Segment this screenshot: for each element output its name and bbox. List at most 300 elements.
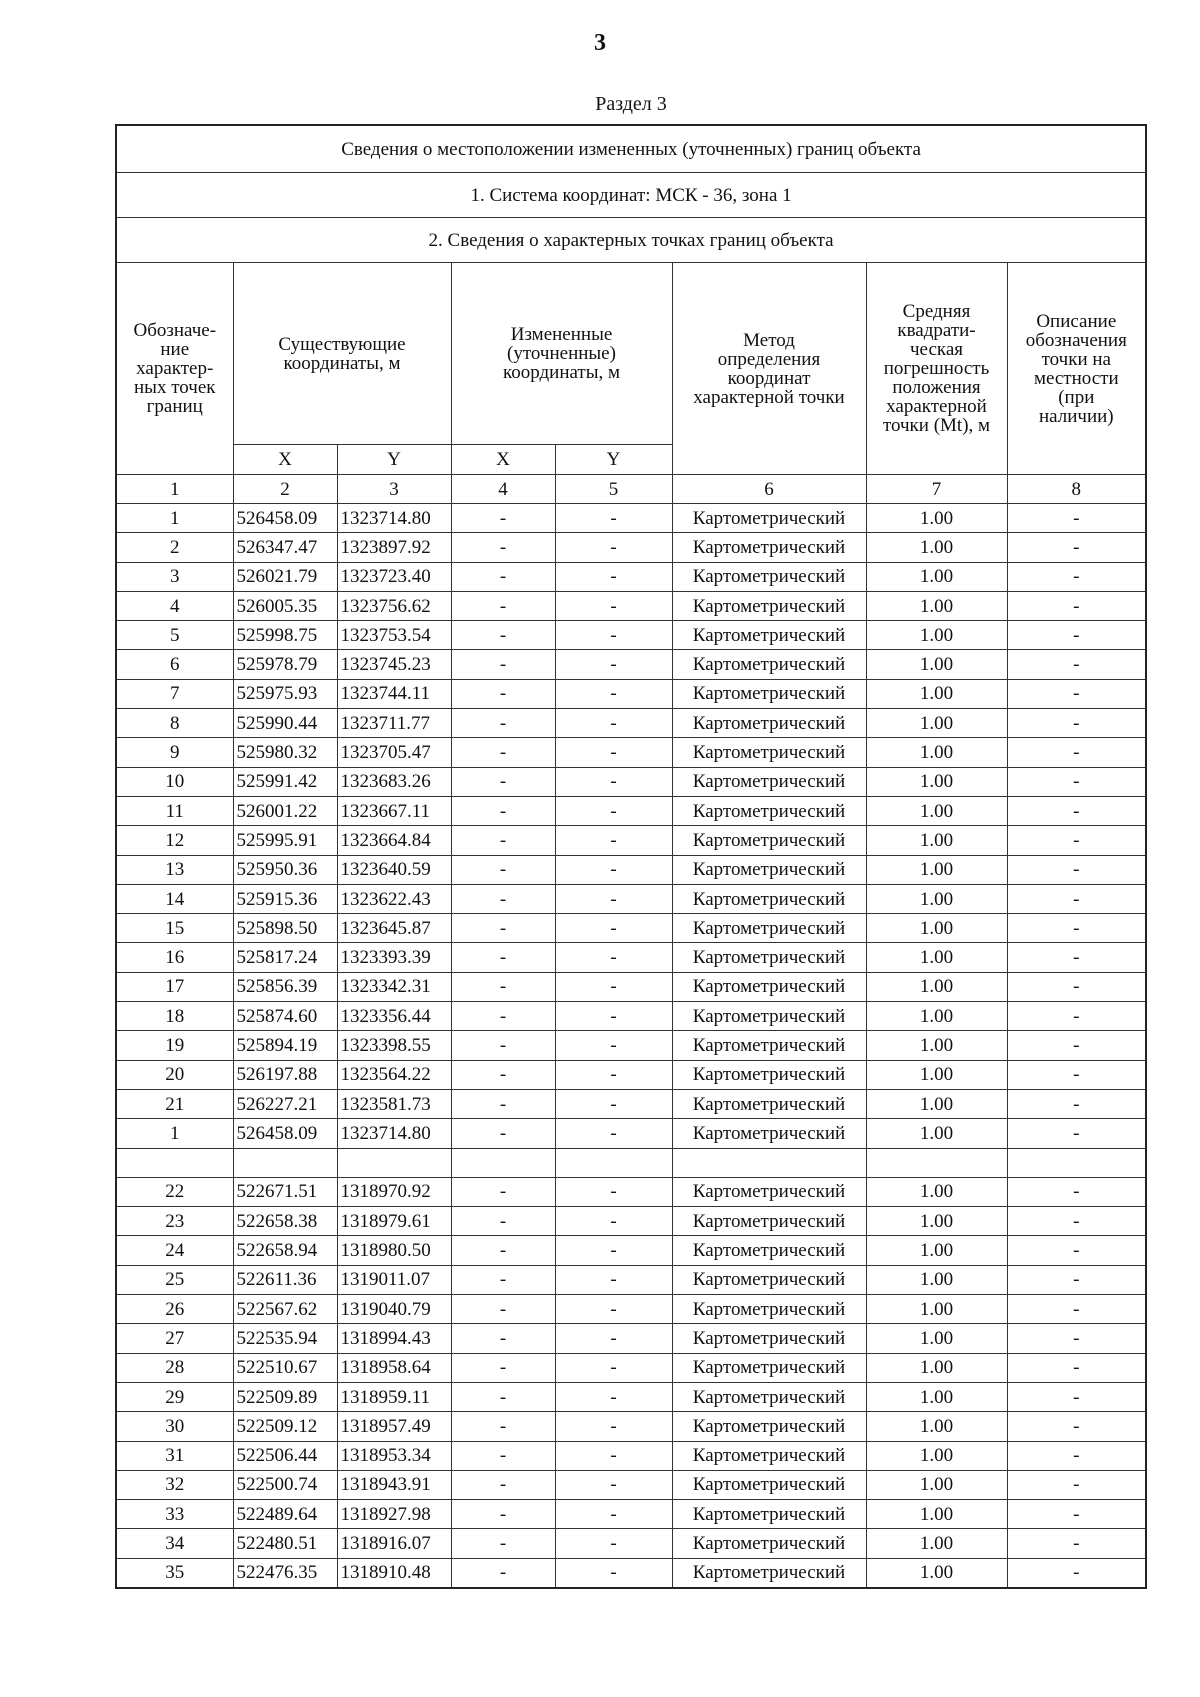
table-row (116, 621, 1146, 650)
rmse-cell: 1.00 (866, 621, 1007, 650)
existing-y-cell: 1323714.80 (337, 504, 451, 533)
rmse-cell: 1.00 (866, 1177, 1007, 1206)
existing-y-cell: 1318970.92 (337, 1177, 451, 1206)
point-id-cell: 4 (116, 591, 233, 620)
table-row (116, 767, 1146, 796)
existing-x-cell: 526347.47 (233, 533, 337, 562)
existing-x-cell: 525975.93 (233, 679, 337, 708)
point-id-cell: 13 (116, 855, 233, 884)
changed-y-cell: - (555, 1412, 672, 1441)
point-id-cell: 1 (116, 1119, 233, 1148)
page-number: 3 (594, 30, 606, 56)
section-title: Раздел 3 (595, 93, 667, 115)
changed-x-cell: - (451, 1207, 555, 1236)
table-row (116, 1412, 1146, 1441)
changed-x-cell: - (451, 1177, 555, 1206)
existing-y-cell: 1318979.61 (337, 1207, 451, 1236)
table-row (116, 1295, 1146, 1324)
description-cell: - (1007, 943, 1146, 972)
existing-x-cell: 525995.91 (233, 826, 337, 855)
description-cell: - (1007, 855, 1146, 884)
point-id-cell: 6 (116, 650, 233, 679)
coordinate-system: 1. Система координат: МСК - 36, зона 1 (116, 173, 1146, 218)
changed-y-cell: - (555, 562, 672, 591)
table-row (116, 504, 1146, 533)
changed-y-cell: - (555, 1558, 672, 1588)
table-row (116, 679, 1146, 708)
table-row (116, 1060, 1146, 1089)
method-cell: Картометрический (672, 1295, 866, 1324)
point-id-cell: 21 (116, 1089, 233, 1118)
method-cell: Картометрический (672, 796, 866, 825)
existing-y-cell: 1323667.11 (337, 796, 451, 825)
description-cell: - (1007, 650, 1146, 679)
existing-y-cell: 1323398.55 (337, 1031, 451, 1060)
changed-y-cell: - (555, 1207, 672, 1236)
existing-x-cell: 522489.64 (233, 1500, 337, 1529)
rmse-cell: 1.00 (866, 1470, 1007, 1499)
rmse-cell: 1.00 (866, 562, 1007, 591)
rmse-cell: 1.00 (866, 1089, 1007, 1118)
rmse-cell: 1.00 (866, 1529, 1007, 1558)
column-number: 6 (672, 475, 866, 504)
header-designation: Обозначе- ние характер- ных точек границ (116, 263, 233, 475)
method-cell: Картометрический (672, 1060, 866, 1089)
changed-x-cell: - (451, 738, 555, 767)
existing-x-cell: 525950.36 (233, 855, 337, 884)
existing-x-cell: 526021.79 (233, 562, 337, 591)
existing-y-cell: 1319011.07 (337, 1265, 451, 1294)
description-cell: - (1007, 1382, 1146, 1411)
existing-y-cell: 1323564.22 (337, 1060, 451, 1089)
method-cell: Картометрический (672, 1119, 866, 1148)
changed-y-cell: - (555, 1324, 672, 1353)
column-numbers-row (116, 475, 1146, 504)
rmse-cell: 1.00 (866, 738, 1007, 767)
table-row (116, 1148, 1146, 1177)
existing-x-cell: 525856.39 (233, 972, 337, 1001)
method-cell: Картометрический (672, 709, 866, 738)
rmse-cell: 1.00 (866, 972, 1007, 1001)
changed-x-cell: - (451, 504, 555, 533)
rmse-cell: 1.00 (866, 884, 1007, 913)
changed-x-cell: - (451, 1441, 555, 1470)
column-number: 4 (451, 475, 555, 504)
existing-x-cell: 525817.24 (233, 943, 337, 972)
method-cell: Картометрический (672, 767, 866, 796)
description-cell (1007, 1148, 1146, 1177)
method-cell: Картометрический (672, 591, 866, 620)
description-cell: - (1007, 1002, 1146, 1031)
existing-y-cell: 1318927.98 (337, 1500, 451, 1529)
changed-y-cell: - (555, 1119, 672, 1148)
existing-x-cell: 522509.89 (233, 1382, 337, 1411)
rmse-cell: 1.00 (866, 1060, 1007, 1089)
method-cell: Картометрический (672, 972, 866, 1001)
point-id-cell: 1 (116, 504, 233, 533)
point-id-cell: 33 (116, 1500, 233, 1529)
header-method: Метод определения координат характерной точки (672, 263, 866, 475)
boundary-points-table (115, 124, 1147, 1589)
description-cell: - (1007, 709, 1146, 738)
changed-y-cell: - (555, 1031, 672, 1060)
header-rmse: Средняя квадрати- ческая погрешность положения характерной точки (Mt), м (866, 263, 1007, 475)
point-id-cell: 30 (116, 1412, 233, 1441)
existing-x-cell: 522510.67 (233, 1353, 337, 1382)
changed-x-cell: - (451, 562, 555, 591)
existing-y-cell: 1323714.80 (337, 1119, 451, 1148)
existing-x-cell: 526197.88 (233, 1060, 337, 1089)
method-cell: Картометрический (672, 504, 866, 533)
changed-y-cell: - (555, 767, 672, 796)
existing-y-cell: 1323753.54 (337, 621, 451, 650)
changed-y-cell: - (555, 1470, 672, 1499)
method-cell: Картометрический (672, 1412, 866, 1441)
description-cell: - (1007, 826, 1146, 855)
changed-y-cell: - (555, 1529, 672, 1558)
changed-y-cell: - (555, 943, 672, 972)
changed-x-cell (451, 1148, 555, 1177)
rmse-cell: 1.00 (866, 1207, 1007, 1236)
existing-x-cell: 526227.21 (233, 1089, 337, 1118)
points-heading: 2. Сведения о характерных точках границ объекта (116, 218, 1146, 263)
existing-y-cell: 1323745.23 (337, 650, 451, 679)
changed-y-cell: - (555, 1441, 672, 1470)
rmse-cell: 1.00 (866, 1500, 1007, 1529)
description-cell: - (1007, 1265, 1146, 1294)
existing-y-cell: 1318953.34 (337, 1441, 451, 1470)
changed-x-cell: - (451, 1382, 555, 1411)
changed-y-cell: - (555, 1089, 672, 1118)
rmse-cell: 1.00 (866, 1295, 1007, 1324)
changed-x-cell: - (451, 709, 555, 738)
description-cell: - (1007, 1031, 1146, 1060)
existing-x-cell (233, 1148, 337, 1177)
changed-y-cell: - (555, 1295, 672, 1324)
rmse-cell: 1.00 (866, 650, 1007, 679)
description-cell: - (1007, 504, 1146, 533)
existing-y-cell: 1323664.84 (337, 826, 451, 855)
table-row (116, 533, 1146, 562)
method-cell: Картометрический (672, 1353, 866, 1382)
point-id-cell: 11 (116, 796, 233, 825)
changed-y-cell: - (555, 709, 672, 738)
table-row (116, 650, 1146, 679)
method-cell: Картометрический (672, 884, 866, 913)
description-cell: - (1007, 738, 1146, 767)
description-cell: - (1007, 1324, 1146, 1353)
existing-y-cell: 1318916.07 (337, 1529, 451, 1558)
changed-y-cell: - (555, 972, 672, 1001)
existing-x-cell: 525898.50 (233, 914, 337, 943)
header-x-existing: X (233, 445, 337, 475)
changed-x-cell: - (451, 943, 555, 972)
point-id-cell: 7 (116, 679, 233, 708)
existing-x-cell: 522671.51 (233, 1177, 337, 1206)
existing-x-cell: 525894.19 (233, 1031, 337, 1060)
table-row (116, 826, 1146, 855)
point-id-cell: 19 (116, 1031, 233, 1060)
method-cell: Картометрический (672, 738, 866, 767)
table-row (116, 1089, 1146, 1118)
rmse-cell (866, 1148, 1007, 1177)
table-row (116, 1382, 1146, 1411)
existing-x-cell: 522509.12 (233, 1412, 337, 1441)
method-cell: Картометрический (672, 826, 866, 855)
column-number: 2 (233, 475, 337, 504)
changed-y-cell: - (555, 1353, 672, 1382)
existing-x-cell: 525991.42 (233, 767, 337, 796)
description-cell: - (1007, 591, 1146, 620)
point-id-cell: 2 (116, 533, 233, 562)
method-cell: Картометрический (672, 1382, 866, 1411)
existing-x-cell: 526458.09 (233, 504, 337, 533)
method-cell: Картометрический (672, 679, 866, 708)
table-row (116, 1353, 1146, 1382)
method-cell: Картометрический (672, 943, 866, 972)
changed-x-cell: - (451, 855, 555, 884)
changed-y-cell: - (555, 1500, 672, 1529)
description-cell: - (1007, 972, 1146, 1001)
rmse-cell: 1.00 (866, 591, 1007, 620)
existing-y-cell: 1318959.11 (337, 1382, 451, 1411)
method-cell: Картометрический (672, 1265, 866, 1294)
description-cell: - (1007, 884, 1146, 913)
existing-y-cell: 1318910.48 (337, 1558, 451, 1588)
table-row (116, 1529, 1146, 1558)
changed-y-cell (555, 1148, 672, 1177)
table-row (116, 1265, 1146, 1294)
table-row (116, 914, 1146, 943)
existing-x-cell: 526001.22 (233, 796, 337, 825)
column-number: 1 (116, 475, 233, 504)
method-cell: Картометрический (672, 650, 866, 679)
changed-x-cell: - (451, 1529, 555, 1558)
table-row (116, 1441, 1146, 1470)
point-id-cell: 29 (116, 1382, 233, 1411)
existing-x-cell: 525915.36 (233, 884, 337, 913)
changed-x-cell: - (451, 1295, 555, 1324)
header-x-changed: X (451, 445, 555, 475)
method-cell: Картометрический (672, 1002, 866, 1031)
rmse-cell: 1.00 (866, 679, 1007, 708)
point-id-cell: 18 (116, 1002, 233, 1031)
rmse-cell: 1.00 (866, 1236, 1007, 1265)
header-existing-coords: Существующие координаты, м (233, 263, 451, 445)
existing-x-cell: 522658.94 (233, 1236, 337, 1265)
changed-x-cell: - (451, 1470, 555, 1499)
existing-y-cell: 1323756.62 (337, 591, 451, 620)
changed-y-cell: - (555, 1382, 672, 1411)
changed-x-cell: - (451, 650, 555, 679)
rmse-cell: 1.00 (866, 826, 1007, 855)
table-title: Сведения о местоположении измененных (уточненных) границ объекта (116, 125, 1146, 173)
description-cell: - (1007, 796, 1146, 825)
point-id-cell: 31 (116, 1441, 233, 1470)
point-id-cell: 10 (116, 767, 233, 796)
point-id-cell: 28 (116, 1353, 233, 1382)
existing-y-cell: 1323622.43 (337, 884, 451, 913)
changed-y-cell: - (555, 796, 672, 825)
rmse-cell: 1.00 (866, 1119, 1007, 1148)
point-id-cell: 16 (116, 943, 233, 972)
changed-x-cell: - (451, 884, 555, 913)
changed-y-cell: - (555, 1236, 672, 1265)
description-cell: - (1007, 1353, 1146, 1382)
column-number: 7 (866, 475, 1007, 504)
existing-x-cell: 522480.51 (233, 1529, 337, 1558)
method-cell: Картометрический (672, 1558, 866, 1588)
rmse-cell: 1.00 (866, 1031, 1007, 1060)
method-cell: Картометрический (672, 1470, 866, 1499)
table-row (116, 1236, 1146, 1265)
existing-y-cell: 1318980.50 (337, 1236, 451, 1265)
table-row (116, 1500, 1146, 1529)
description-cell: - (1007, 1177, 1146, 1206)
point-id-cell: 3 (116, 562, 233, 591)
changed-y-cell: - (555, 679, 672, 708)
changed-y-cell: - (555, 884, 672, 913)
existing-y-cell: 1323645.87 (337, 914, 451, 943)
existing-x-cell: 525978.79 (233, 650, 337, 679)
rmse-cell: 1.00 (866, 796, 1007, 825)
point-id-cell: 34 (116, 1529, 233, 1558)
description-cell: - (1007, 1558, 1146, 1588)
rmse-cell: 1.00 (866, 1412, 1007, 1441)
method-cell: Картометрический (672, 1207, 866, 1236)
changed-y-cell: - (555, 738, 672, 767)
existing-y-cell: 1318994.43 (337, 1324, 451, 1353)
changed-y-cell: - (555, 914, 672, 943)
point-id-cell: 5 (116, 621, 233, 650)
rmse-cell: 1.00 (866, 1265, 1007, 1294)
existing-x-cell: 522567.62 (233, 1295, 337, 1324)
changed-x-cell: - (451, 1558, 555, 1588)
rmse-cell: 1.00 (866, 709, 1007, 738)
description-cell: - (1007, 621, 1146, 650)
header-description: Описание обозначения точки на местности (при наличии) (1007, 263, 1146, 475)
changed-x-cell: - (451, 1353, 555, 1382)
existing-x-cell: 522658.38 (233, 1207, 337, 1236)
changed-x-cell: - (451, 1002, 555, 1031)
point-id-cell: 35 (116, 1558, 233, 1588)
method-cell: Картометрический (672, 1177, 866, 1206)
existing-x-cell: 526458.09 (233, 1119, 337, 1148)
rmse-cell: 1.00 (866, 943, 1007, 972)
point-id-cell (116, 1148, 233, 1177)
column-number: 8 (1007, 475, 1146, 504)
existing-y-cell: 1323683.26 (337, 767, 451, 796)
method-cell: Картометрический (672, 1500, 866, 1529)
description-cell: - (1007, 533, 1146, 562)
point-id-cell: 9 (116, 738, 233, 767)
header-changed-coords: Измененные (уточненные) координаты, м (451, 263, 672, 445)
changed-y-cell: - (555, 1177, 672, 1206)
changed-x-cell: - (451, 826, 555, 855)
rmse-cell: 1.00 (866, 1002, 1007, 1031)
existing-y-cell: 1323705.47 (337, 738, 451, 767)
changed-y-cell: - (555, 650, 672, 679)
table-row (116, 1558, 1146, 1588)
existing-y-cell: 1323744.11 (337, 679, 451, 708)
existing-y-cell: 1323393.39 (337, 943, 451, 972)
existing-y-cell: 1318943.91 (337, 1470, 451, 1499)
table-row (116, 943, 1146, 972)
changed-x-cell: - (451, 1031, 555, 1060)
existing-y-cell: 1323640.59 (337, 855, 451, 884)
existing-y-cell: 1323581.73 (337, 1089, 451, 1118)
description-cell: - (1007, 679, 1146, 708)
existing-x-cell: 525980.32 (233, 738, 337, 767)
table-row (116, 1470, 1146, 1499)
method-cell: Картометрический (672, 533, 866, 562)
point-id-cell: 8 (116, 709, 233, 738)
existing-y-cell: 1319040.79 (337, 1295, 451, 1324)
changed-x-cell: - (451, 1119, 555, 1148)
changed-y-cell: - (555, 504, 672, 533)
rmse-cell: 1.00 (866, 504, 1007, 533)
point-id-cell: 25 (116, 1265, 233, 1294)
point-id-cell: 22 (116, 1177, 233, 1206)
point-id-cell: 26 (116, 1295, 233, 1324)
header-y-changed: Y (555, 445, 672, 475)
description-cell: - (1007, 562, 1146, 591)
table-row (116, 1002, 1146, 1031)
rmse-cell: 1.00 (866, 1353, 1007, 1382)
existing-x-cell: 522506.44 (233, 1441, 337, 1470)
changed-x-cell: - (451, 767, 555, 796)
rmse-cell: 1.00 (866, 1382, 1007, 1411)
method-cell: Картометрический (672, 1031, 866, 1060)
table-row (116, 972, 1146, 1001)
method-cell: Картометрический (672, 855, 866, 884)
method-cell: Картометрический (672, 1324, 866, 1353)
existing-y-cell: 1323342.31 (337, 972, 451, 1001)
changed-x-cell: - (451, 914, 555, 943)
rmse-cell: 1.00 (866, 855, 1007, 884)
description-cell: - (1007, 1089, 1146, 1118)
existing-y-cell: 1323897.92 (337, 533, 451, 562)
changed-x-cell: - (451, 1060, 555, 1089)
method-cell: Картометрический (672, 1236, 866, 1265)
table-row (116, 1324, 1146, 1353)
column-number: 5 (555, 475, 672, 504)
table-row (116, 738, 1146, 767)
header-y-existing: Y (337, 445, 451, 475)
existing-x-cell: 522500.74 (233, 1470, 337, 1499)
table-row (116, 884, 1146, 913)
existing-y-cell: 1323711.77 (337, 709, 451, 738)
changed-y-cell: - (555, 621, 672, 650)
point-id-cell: 24 (116, 1236, 233, 1265)
description-cell: - (1007, 767, 1146, 796)
existing-x-cell: 522611.36 (233, 1265, 337, 1294)
changed-x-cell: - (451, 1412, 555, 1441)
existing-x-cell: 525990.44 (233, 709, 337, 738)
changed-x-cell: - (451, 972, 555, 1001)
table-row (116, 1177, 1146, 1206)
description-cell: - (1007, 1441, 1146, 1470)
rmse-cell: 1.00 (866, 1558, 1007, 1588)
method-cell (672, 1148, 866, 1177)
table-row (116, 1207, 1146, 1236)
rmse-cell: 1.00 (866, 1324, 1007, 1353)
method-cell: Картометрический (672, 1441, 866, 1470)
rmse-cell: 1.00 (866, 914, 1007, 943)
existing-y-cell: 1318958.64 (337, 1353, 451, 1382)
changed-y-cell: - (555, 1060, 672, 1089)
table-row (116, 1031, 1146, 1060)
